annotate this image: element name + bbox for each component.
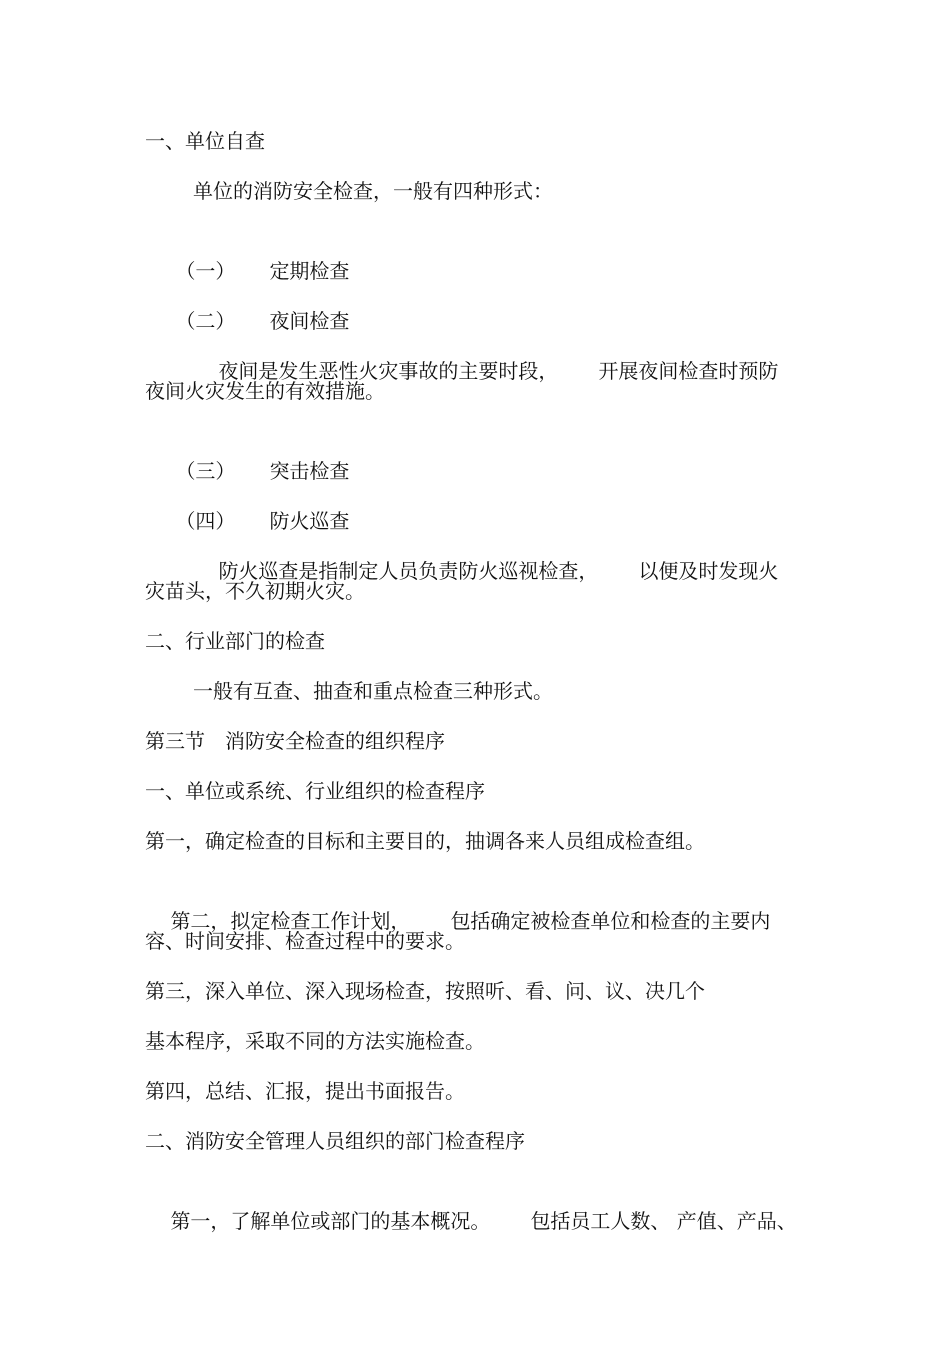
list-number: （二） [175,309,236,333]
paragraph-line: 基本程序，采取不同的方法实施检查。 [145,1029,485,1053]
paragraph-line: 容、时间安排、检查过程中的要求。 [145,929,465,953]
heading-unit-self-check: 一、单位自查 [145,129,265,153]
paragraph-line: 夜间火灾发生的有效措施。 [145,379,385,403]
paragraph-line [145,876,771,933]
paragraph-line: 灾苗头，不久初期火灾。 [145,579,365,603]
paragraph-line: 一般有互查、抽查和重点检查三种形式。 [193,679,553,703]
paragraph-line [193,326,779,383]
paragraph-line [193,526,779,583]
text-segment: 以便及时发现火 [638,559,779,583]
list-item-fire-patrol [150,476,350,533]
list-number: （四） [175,509,236,533]
heading-unit-procedure: 一、单位或系统、行业组织的检查程序 [145,779,485,803]
heading-department-procedure: 二、消防安全管理人员组织的部门检查程序 [145,1129,525,1153]
list-item-regular-check [150,226,350,283]
list-number: （一） [175,259,236,283]
text-segment: 包括确定被检查单位和检查的主要内 [450,909,771,933]
paragraph-line: 第三，深入单位、深入现场检查，按照听、看、问、议、决几个 [145,979,705,1003]
paragraph-line: 第一，确定检查的目标和主要目的，抽调各来人员组成检查组。 [145,829,705,853]
paragraph-line: 第四，总结、汇报，提出书面报告。 [145,1079,465,1103]
list-item-label: 防火巡查 [269,509,350,533]
text-segment: 夜间是发生恶性火灾事故的主要时段， [218,359,559,383]
section-title: 第三节 消防安全检查的组织程序 [145,729,445,753]
text-segment: 开展夜间检查时预防 [598,359,779,383]
heading-industry-check: 二、行业部门的检查 [145,629,325,653]
list-number: （三） [175,459,236,483]
paragraph-line: 单位的消防安全检查，一般有四种形式： [193,179,553,203]
paragraph-line [145,1176,797,1233]
text-segment: 第二，拟定检查工作计划， [170,909,411,933]
list-item-label: 夜间检查 [269,309,350,333]
text-segment: 第一，了解单位或部门的基本概况。 [170,1209,491,1233]
list-item-surprise-check [150,426,350,483]
text-segment: 防火巡查是指制定人员负责防火巡视检查， [218,559,599,583]
list-item-label: 突击检查 [269,459,350,483]
list-item-night-check [150,276,350,333]
list-item-label: 定期检查 [269,259,350,283]
text-segment: 包括员工人数、 产值、产品、 [530,1209,797,1233]
